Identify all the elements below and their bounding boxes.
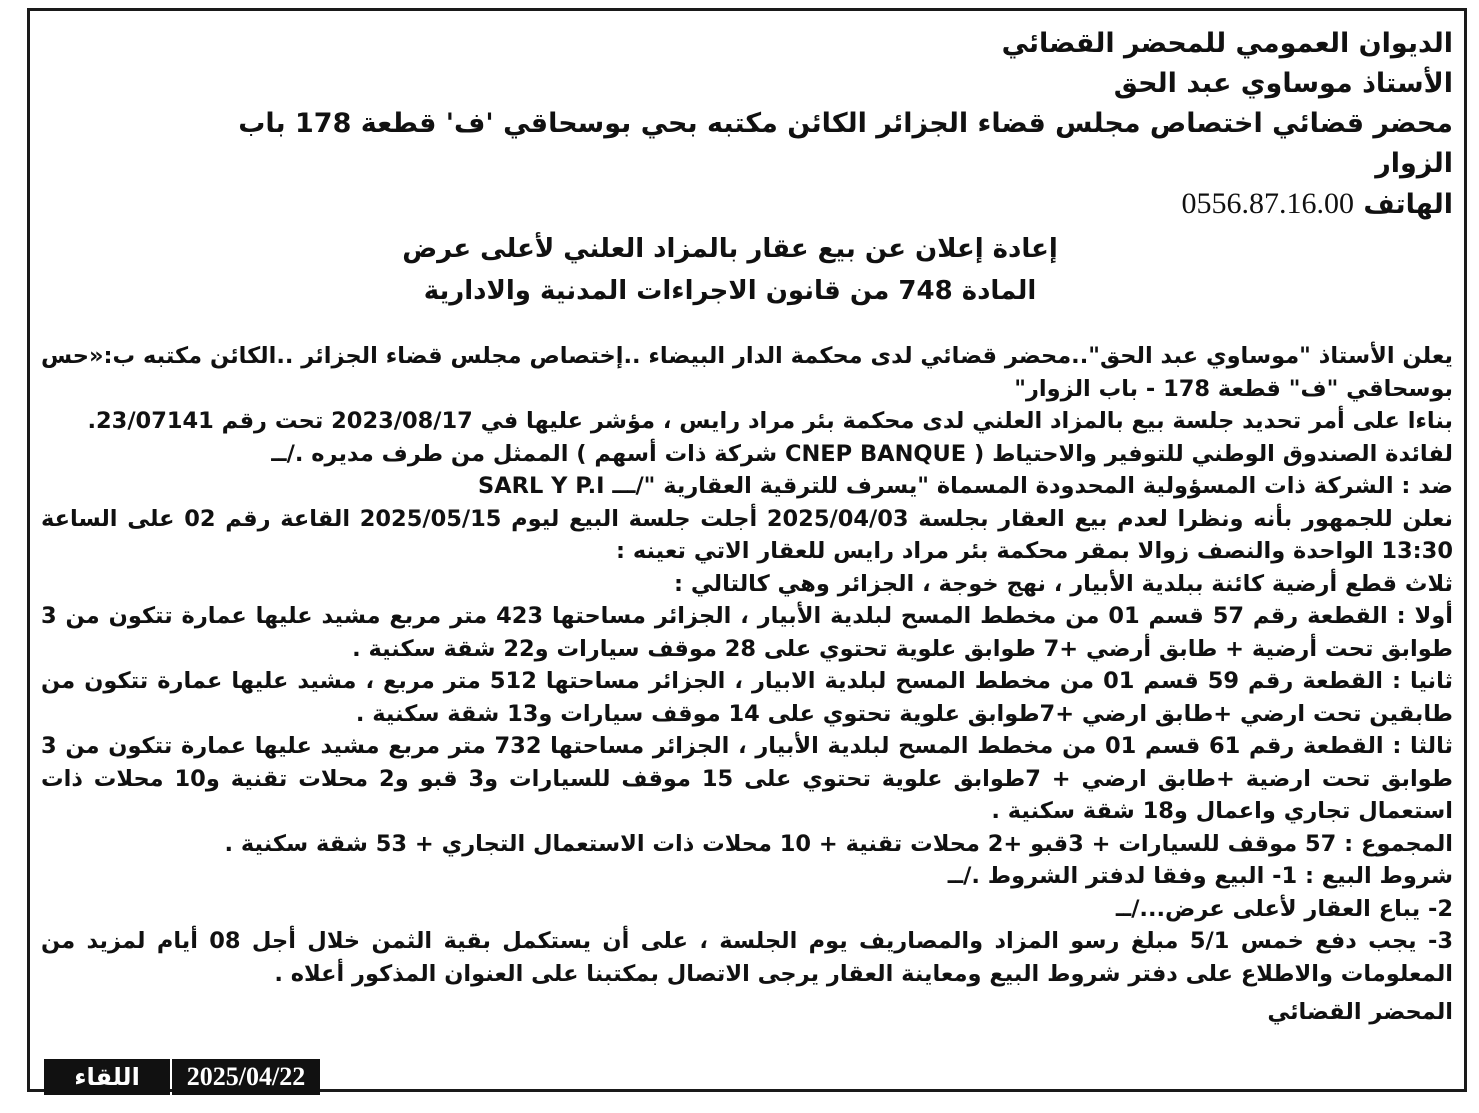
- office-name: الديوان العمومي للمحضر القضائي: [1001, 28, 1453, 59]
- office-address: محضر قضائي اختصاص مجلس قضاء الجزائر الكائن مكتبه بحي بوسحاقي 'ف' قطعة 178 باب الزوار: [238, 108, 1453, 179]
- signature: المحضر القضائي: [1267, 999, 1453, 1025]
- paragraph-session: نعلن للجمهور بأنه ونظرا لعدم بيع العقار بجلسة 2025/04/03 أجلت جلسة البيع ليوم 2025/05/15 القاعة رقم 02 على الساعة 13:30 الواحدة والنصف زوالا بمقر محكمة بئر مراد رايس للعقار الاتي تعينه :: [41, 505, 1453, 564]
- phone-line: [203, 184, 1453, 225]
- announcement-body: [41, 340, 1453, 1029]
- bailiff-name: الأستاذ موساوي عبد الحق: [1113, 68, 1453, 99]
- paragraph-total: المجموع : 57 موقف للسيارات + 3قبو +2 محلات تقنية + 10 محلات ذات الاستعمال التجاري + 53 شقة سكنية .: [224, 830, 1453, 857]
- paragraph-lot-2: ثانيا : القطعة رقم 59 قسم 01 من مخطط المسح لبلدية الابيار ، الجزائر مساحتها 512 متر مربع ، مشيد عليها عمارة تتكون من طابقين تحت ارضي +طابق ارضي +7طوابق علوية تحتوي على 14 موقف سيارات و13 شقة سكنية .: [41, 668, 1453, 727]
- title-line-1: إعادة إعلان عن بيع عقار بالمزاد العلني لأعلى عرض: [402, 234, 1058, 264]
- office-header: [203, 24, 1453, 225]
- newspaper-name: اللقاء: [44, 1059, 170, 1095]
- phone-label: الهاتف: [1363, 189, 1453, 220]
- phone-number: 0556.87.16.00: [1181, 187, 1354, 220]
- paragraph-announcer: يعلن الأستاذ "موساوي عبد الحق"..محضر قضائي لدى محكمة الدار البيضاء ..إختصاص مجلس قضاء الجزائر ..الكائن مكتبه ب:«حس بوسحاقي "ف" قطعة 178 - باب الزوار": [41, 343, 1453, 402]
- announcement-title: [230, 228, 1230, 312]
- paragraph-lot-3: ثالثا : القطعة رقم 61 قسم 01 من مخطط المسح لبلدية الأبيار ، الجزائر مساحتها 732 متر مربع مشيد عليها عمارة تتكون من 3 طوابق تحت ارضية +طابق ارضي + 7طوابق علوية تحتوي على 15 موقف للسيارات و3 قبو و2 محلات تقنية و10 محلات ذات استعمال تجاري واعمال و18 شقة سكنية .: [41, 733, 1453, 824]
- paragraph-court-order: بناءا على أمر تحديد جلسة بيع بالمزاد العلني لدى محكمة بئر مراد رايس ، مؤشر عليها في 2023/08/17 تحت رقم 23/07141.: [87, 408, 1453, 434]
- paragraph-condition-2: 2- يباع العقار لأعلى عرض.../ــ: [1115, 895, 1453, 922]
- paragraph-lot-1: أولا : القطعة رقم 57 قسم 01 من مخطط المسح لبلدية الأبيار ، الجزائر مساحتها 423 متر مربع مشيد عليها عمارة تتكون من 3 طوابق تحت أرضية + طابق أرضي +7 طوابق علوية تحتوي على 28 موقف سيارات و22 شقة سكنية .: [41, 603, 1454, 662]
- paragraph-defendant: ضد : الشركة ذات المسؤولية المحدودة المسماة "يسرف للترقية العقارية "/ـــ SARL Y P.I: [478, 473, 1453, 499]
- paragraph-beneficiary: لفائدة الصندوق الوطني للتوفير والاحتياط ( CNEP BANQUE شركة ذات أسهم ) الممثل من طرف مديره ./ــ: [271, 440, 1453, 467]
- paragraph-condition-3: 3- يجب دفع خمس 5/1 مبلغ رسو المزاد والمصاريف يوم الجلسة ، على أن يستكمل بقية الثمن خلال أجل 08 أيام لمزيد من المعلومات والاطلاع على دفتر شروط البيع ومعاينة العقار يرجى الاتصال بمكتبنا على العنوان المذكور أعلاه .: [41, 928, 1453, 987]
- paragraph-properties-intro: ثلاث قطع أرضية كائنة ببلدية الأبيار ، نهج خوجة ، الجزائر وهي كالتالي :: [674, 570, 1453, 597]
- publication-date: 2025/04/22: [172, 1059, 320, 1095]
- title-line-2: المادة 748 من قانون الاجراءات المدنية والادارية: [423, 276, 1037, 306]
- paragraph-condition-1: شروط البيع : 1- البيع وفقا لدفتر الشروط ./ــ: [947, 863, 1453, 889]
